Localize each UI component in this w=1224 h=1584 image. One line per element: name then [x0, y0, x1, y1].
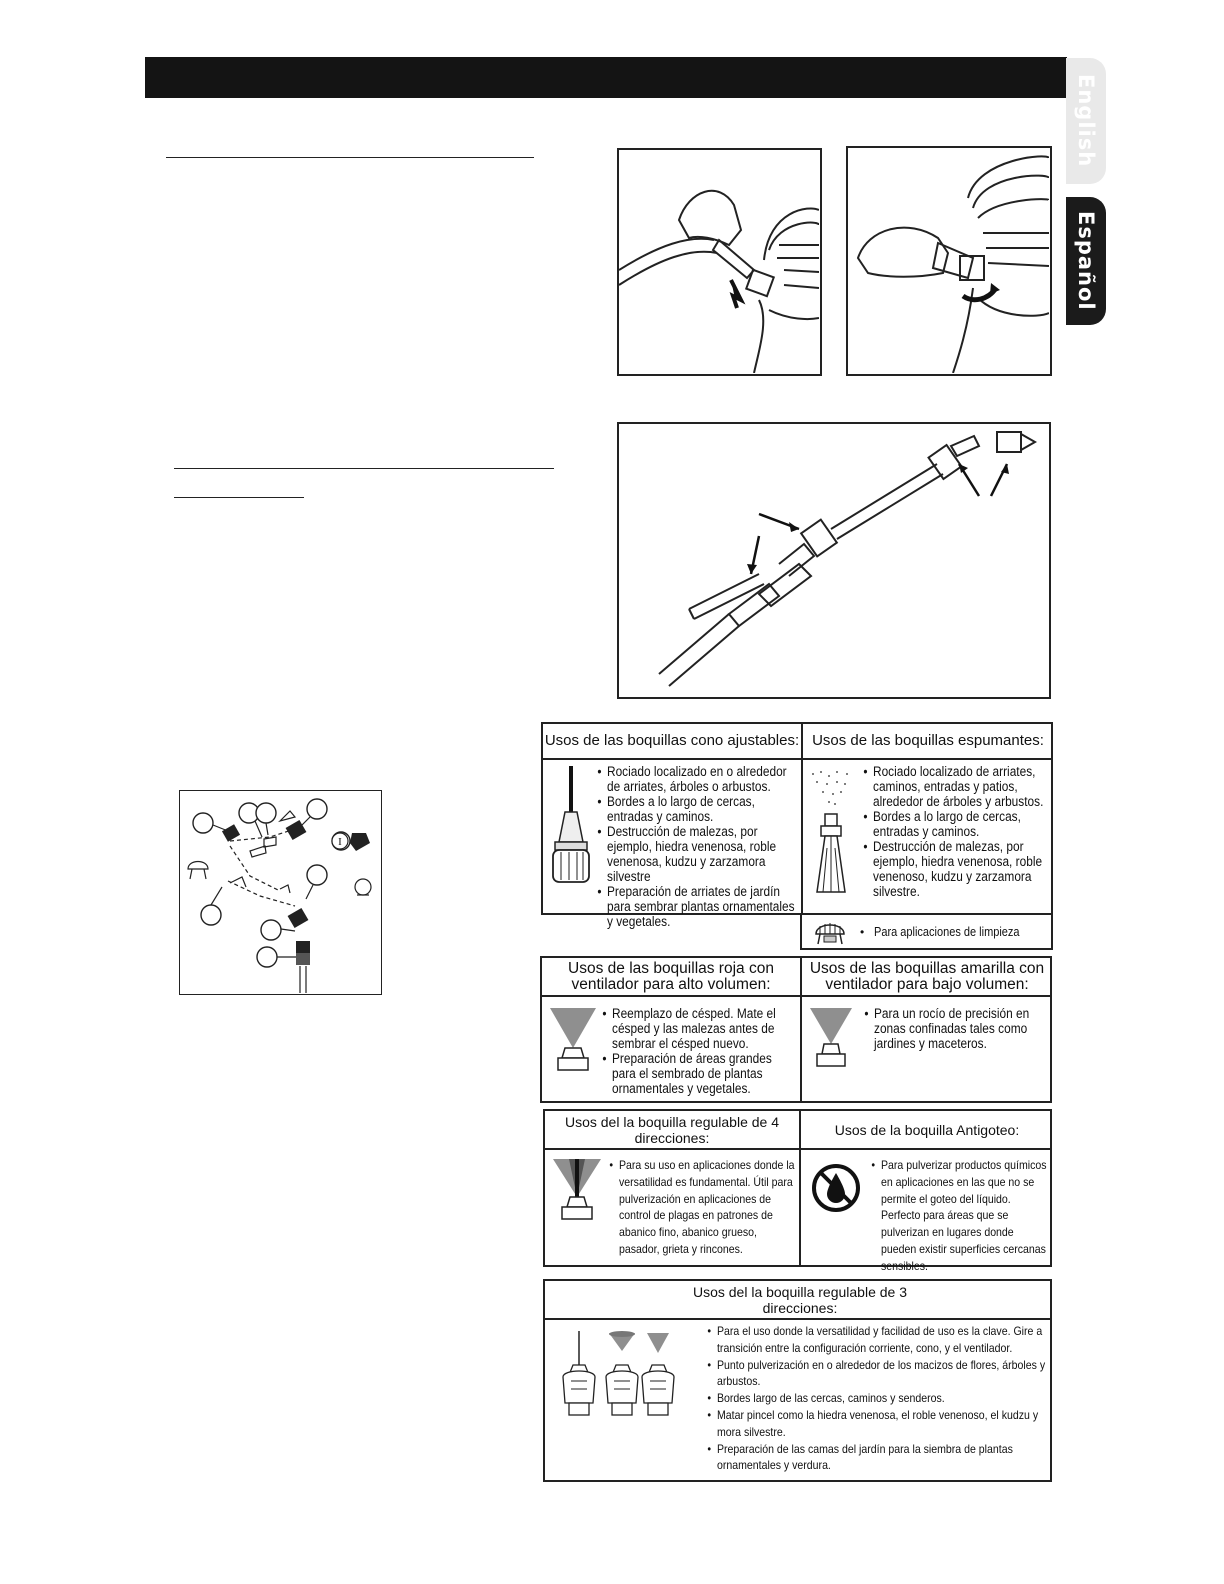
red-fan-title: Usos de las boquillas roja con ventilador para alto volumen:: [568, 959, 774, 993]
adjustable-cone-use-1: • Rociado localizado en o alrededor de arriates, árboles o arbustos.: [607, 764, 798, 794]
red-fan-uses-list: [598, 1006, 798, 1096]
four-way-title: Usos del la boquilla regulable de 4 direcciones:: [564, 1113, 780, 1146]
anti-drip-use-1: • Para pulverizar productos químicos en aplicaciones en las que no se permite el goteo del líquido. Perfecto para áreas que se pulverizan en lugares donde pueden existir superficies cercanas sensibles.: [881, 1157, 1050, 1275]
adjustable-cone-use-4: • Preparación de arriates de jardín para sembrar plantas ornamentales y vegetales.: [607, 884, 798, 929]
section-rule-1: [166, 157, 534, 158]
table-fan-nozzles: [540, 956, 1052, 1103]
no-drip-icon: [811, 1163, 861, 1213]
red-fan-use-1: • Reemplazo de césped. Mate el césped y las malezas antes de sembrar el césped nuevo.: [612, 1006, 797, 1051]
wand-assembly-drawing: [619, 424, 1048, 696]
anti-drip-title: Usos de la boquilla Antigoteo:: [834, 1121, 1020, 1138]
nozzle-parts-drawing: [180, 791, 380, 993]
table-threeway: [543, 1279, 1052, 1482]
foaming-use-2: • Bordes a lo largo de cercas, entradas y caminos.: [873, 809, 1050, 839]
red-fan-use-2: • Preparación de áreas grandes para el sembrado de plantas ornamentales y vegetales.: [612, 1051, 797, 1096]
three-way-use-5: • Preparación de las camas del jardín para la siembra de plantas ornamentales y verdura.: [717, 1441, 1047, 1475]
three-way-use-2: • Punto pulverización en o alrededor de los macizos de flores, árboles y arbustos.: [717, 1357, 1047, 1391]
three-way-use-3: • Bordes largo de las cercas, caminos y senderos.: [717, 1390, 1047, 1407]
cleaning-note: Para aplicaciones de limpieza: [874, 925, 1020, 939]
foaming-nozzle-icon: [807, 768, 857, 898]
three-way-use-4: • Matar pincel como la hiedra venenosa, el roble venenoso, el kudzu y mora silvestre.: [717, 1407, 1047, 1441]
adjustable-cone-title: Usos de las boquillas cono ajustables:: [544, 732, 800, 749]
yellow-fan-use-1: • Para un rocío de precisión en zonas confinadas tales como jardines y maceteros.: [874, 1006, 1047, 1051]
hose-tighten-drawing: [848, 148, 1049, 373]
three-way-uses-list: [703, 1323, 1049, 1474]
hose-connect-illustration: [617, 148, 822, 376]
three-way-title: Usos del la boquilla regulable de 3 direcciones:: [692, 1283, 908, 1316]
adjustable-cone-use-2: • Bordes a lo largo de cercas, entradas y caminos.: [607, 794, 798, 824]
three-way-use-1: • Para el uso donde la versatilidad y facilidad de uso es la clave. Gire a transición entre la configuración corriente, cono, y el ventilador.: [717, 1323, 1047, 1357]
tab-english[interactable]: [1066, 58, 1106, 184]
four-way-nozzle-icon: [551, 1157, 603, 1227]
cleaning-note-box: • Para aplicaciones de limpieza: [800, 913, 1053, 950]
hose-connect-drawing: [619, 150, 819, 373]
adjustable-cone-nozzle-icon: [549, 764, 593, 884]
callout-label-i: I: [338, 836, 342, 848]
tab-english-label: English: [1074, 74, 1098, 168]
adjustable-cone-uses-list: [593, 764, 799, 929]
yellow-fan-nozzle-icon: [806, 1006, 856, 1076]
table-divider: [800, 958, 802, 1101]
foaming-title: Usos de las boquillas espumantes:: [812, 732, 1044, 749]
three-way-nozzles-icon: [559, 1329, 699, 1419]
table-header-rule: [543, 758, 1051, 760]
table-cone-foam: [541, 722, 1053, 929]
section-rule-2: [174, 468, 554, 469]
tab-espanol[interactable]: [1066, 197, 1106, 325]
yellow-fan-uses-list: [860, 1006, 1048, 1051]
foaming-uses-list: [859, 764, 1051, 899]
adjustable-cone-use-3: • Destrucción de malezas, por ejemplo, hiedra venenosa, roble venenosa, kudzu y zarzamora silvestre: [607, 824, 798, 884]
four-way-use-1: • Para su uso en aplicaciones donde la versatilidad es fundamental. Útil para pulverización en aplicaciones de control de plagas en patrones de abanico fino, abanico grueso, pasador, grieta y rincones.: [619, 1157, 796, 1258]
nozzle-parts-diagram: [179, 790, 382, 995]
yellow-fan-title: Usos de las boquillas amarilla con ventilador para bajo volumen:: [809, 959, 1045, 993]
table-header-rule: [545, 1318, 1050, 1320]
table-divider: [799, 1111, 801, 1265]
section-rule-3: [174, 497, 304, 498]
foaming-use-3: • Destrucción de malezas, por ejemplo, hiedra venenosa, roble venenoso, kudzu y zarzamora silvestre.: [873, 839, 1050, 899]
table-header-rule: [545, 1148, 1050, 1150]
header-bar: [145, 57, 1067, 98]
foaming-use-1: • Rociado localizado de arriates, caminos, entradas y patios, alrededor de árboles y arbustos.: [873, 764, 1050, 809]
wand-assembly-illustration: [617, 422, 1051, 699]
tab-espanol-label: Español: [1074, 211, 1098, 311]
table-header-rule: [542, 995, 1050, 997]
anti-drip-uses-list: [867, 1157, 1051, 1275]
four-way-uses-list: [605, 1157, 797, 1258]
hose-tighten-illustration: [846, 146, 1052, 376]
table-fourway-antidrip: [543, 1109, 1052, 1273]
red-fan-nozzle-icon: [548, 1006, 598, 1076]
cleaning-nozzle-icon: [812, 920, 848, 946]
